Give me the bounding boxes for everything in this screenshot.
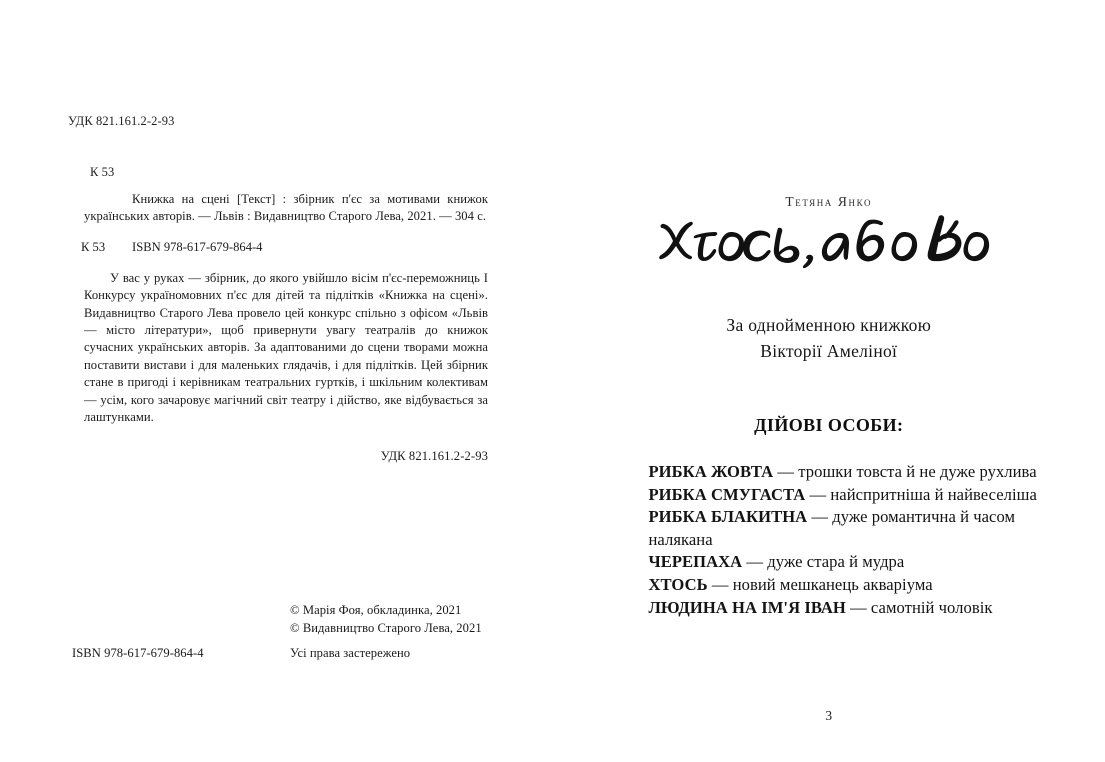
cast-character-description: — найспритніша й найвеселіша <box>805 484 1037 504</box>
page-number: 3 <box>825 708 833 723</box>
udk-author-sign: К 53 <box>90 165 115 179</box>
cast-character-name: РИБКА ЖОВТА <box>648 462 774 481</box>
cast-character-name: РИБКА СМУГАСТА <box>648 484 806 504</box>
cast-heading: ДІЙОВІ ОСОБИ: <box>754 415 904 435</box>
copyright-line-cover: © Марія Фоя, обкладинка, 2021 <box>290 603 462 617</box>
author-name: Тетяна Янко <box>785 194 873 209</box>
footer-isbn: ISBN 978-617-679-864-4 <box>72 646 204 660</box>
isbn-row <box>81 239 488 256</box>
isbn-author-sign: К 53 <box>81 239 106 254</box>
copyright-block <box>290 602 482 637</box>
footer-rights-notice: Усі права застережено <box>290 646 411 660</box>
cast-character-name: ХТОСЬ <box>648 574 708 594</box>
subtitle-line-2: Вікторії Амеліної <box>760 341 898 361</box>
cip-description: Книжка на сцені [Текст] : збірник п'єс за мотивами книжок українських авторів. — Львів : Видавництво Старого Лева, 2021. — 304 с. <box>84 192 488 224</box>
annotation-blurb: У вас у руках — збірник, до якого увійшло вісім п'єс-переможниць I Конкурсу україномовних п'єс для дітей та підлітків «Книжка на сцені». Видавництво Старого Лева провело цей конкурс спільно з офісом «Львів — місто літератури», щоб привернути увагу театралів до книжок сучасних українських авторів. За адаптованими до сцени творами можна поставити вистави і для маленьких глядачів, і для підлітків. Цей збірник стане в пригоді і керівникам театральних гуртків, і шкільним колективам — усім, кого зачаровує магічний світ театру і дійство, яке відбувається за лаштунками. <box>84 270 488 425</box>
cast-character-description: — дуже стара й мудра <box>742 552 905 572</box>
cast-item <box>649 461 1049 484</box>
cast-item <box>649 551 1049 574</box>
cast-item <box>649 574 1049 597</box>
right-page-title <box>553 0 1105 762</box>
isbn-value: ISBN 978-617-679-864-4 <box>132 239 263 254</box>
cast-character-description: — новий мешканець акваріума <box>707 574 933 594</box>
subtitle-based-on-book <box>553 312 1105 364</box>
cast-list <box>649 461 1049 619</box>
cast-character-name: ЛЮДИНА НА ІМ'Я ІВАН <box>648 597 846 617</box>
cast-item <box>649 484 1049 507</box>
cast-character-description: — трошки товста й не дуже рухлива <box>773 462 1037 481</box>
cast-character-description: — дуже романтична й часом налякана <box>648 507 1016 549</box>
play-title <box>553 210 1105 268</box>
cast-character-description: — самотній чоловік <box>845 597 993 617</box>
cast-character-name: ЧЕРЕПАХА <box>648 552 743 572</box>
cip-block <box>81 191 488 465</box>
cast-character-name: РИБКА БЛАКИТНА <box>648 507 808 527</box>
copyright-line-publisher: © Видавництво Старого Лева, 2021 <box>290 620 482 635</box>
udk-code-repeat: УДК 821.161.2-2-93 <box>380 449 488 464</box>
subtitle-line-1: За однойменною книжкою <box>726 315 932 335</box>
udk-code: УДК 821.161.2-2-93 <box>68 114 175 128</box>
cast-item <box>649 506 1049 551</box>
cast-item <box>649 597 1049 620</box>
